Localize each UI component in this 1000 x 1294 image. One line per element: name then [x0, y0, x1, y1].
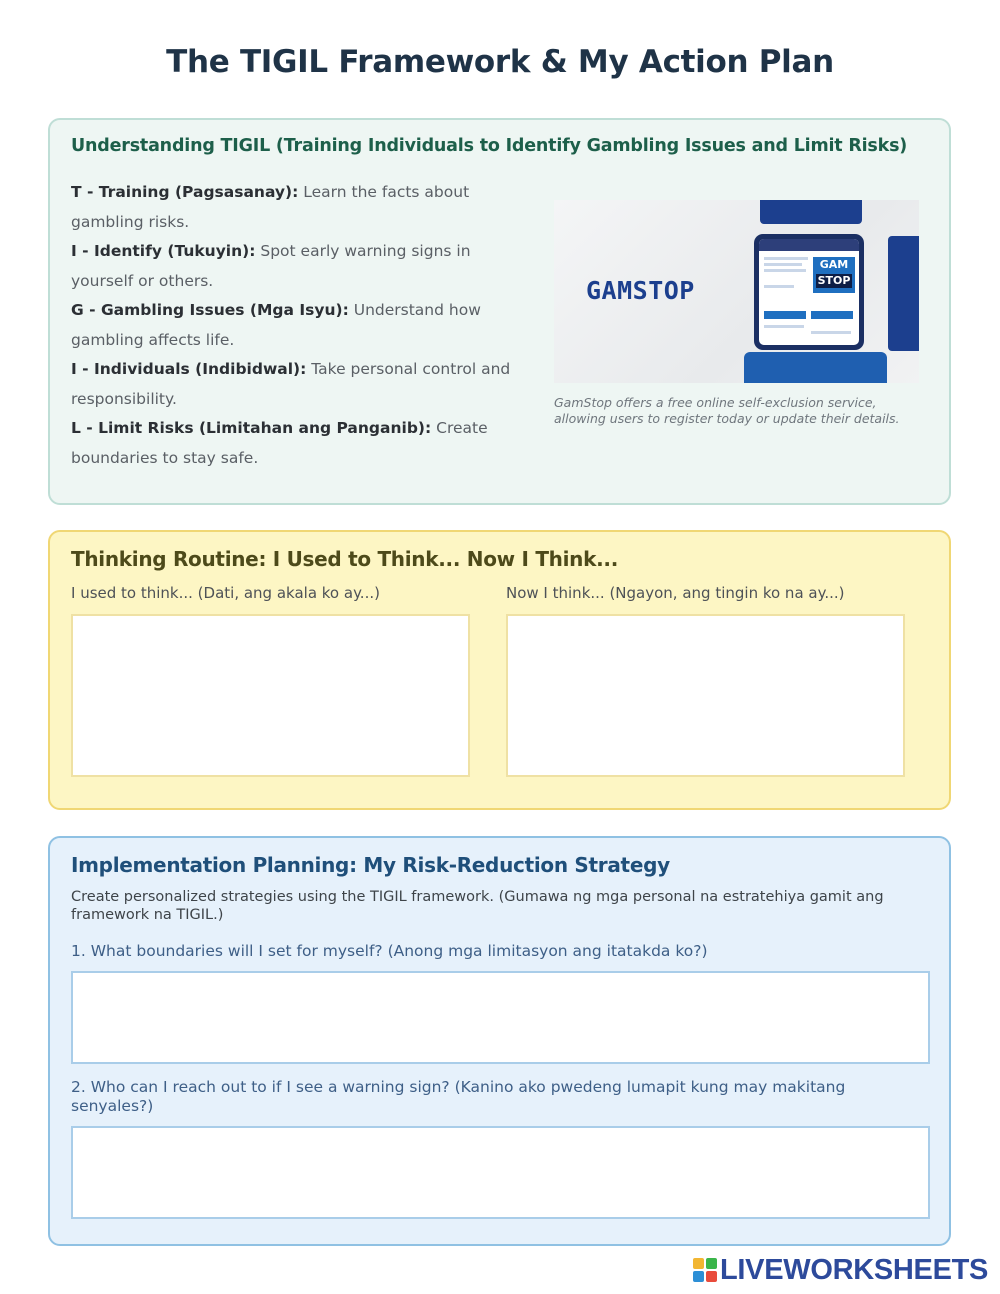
- tigil-term: I - Individuals (Indibidwal):: [71, 360, 307, 378]
- screen-register-button: [764, 311, 806, 319]
- tigil-desc: Learn the facts about gambling risks.: [71, 183, 470, 231]
- phone-mockup: [754, 234, 864, 350]
- tigil-desc: Take personal control and responsibility.: [71, 360, 511, 408]
- tigil-item: [71, 237, 531, 296]
- image-tab-bottom: [744, 352, 887, 383]
- screen-text-line: [764, 325, 804, 328]
- tigil-desc: Spot early warning signs in yourself or others.: [71, 242, 471, 290]
- tigil-heading: Understanding TIGIL (Training Individuals to Identify Gambling Issues and Limit Risks): [71, 136, 908, 156]
- question-2: 2. Who can I reach out to if I see a warning sign? (Kanino ako pwedeng lumapit kung may makitang senyales?): [71, 1078, 846, 1115]
- now-i-think-input[interactable]: [506, 614, 905, 777]
- logo-mark-icon: [693, 1258, 717, 1282]
- tigil-list: [71, 178, 531, 473]
- used-to-think-label: I used to think... (Dati, ang akala ko ay...): [71, 584, 380, 602]
- thinking-card: [48, 530, 951, 810]
- phone-screen: [759, 239, 859, 345]
- logo-square: [706, 1258, 717, 1269]
- tigil-card: [48, 118, 951, 505]
- tigil-item: [71, 178, 531, 237]
- liveworksheets-logo: [693, 1253, 988, 1287]
- tigil-term: I - Identify (Tukuyin):: [71, 242, 256, 260]
- screen-brand-top: GAM: [819, 258, 849, 271]
- tigil-term: T - Training (Pagsasanay):: [71, 183, 299, 201]
- logo-square: [693, 1258, 704, 1269]
- plan-description: Create personalized strategies using the TIGIL framework. (Gumawa ng mga personal na estratehiya gamit ang framework na TIGIL.): [71, 889, 884, 923]
- question-1: 1. What boundaries will I set for myself? (Anong mga limitasyon ang itatakda ko?): [71, 942, 708, 960]
- tigil-desc: Understand how gambling affects life.: [71, 301, 481, 349]
- image-caption: GamStop offers a free online self-exclusion service, allowing users to register today or update their details.: [554, 395, 900, 426]
- screen-brand-bottom: STOP: [817, 274, 851, 287]
- screen-text-line: [764, 263, 802, 266]
- used-to-think-input[interactable]: [71, 614, 470, 777]
- logo-square: [706, 1271, 717, 1282]
- screen-text-line: [764, 257, 808, 260]
- image-tab-top: [760, 200, 862, 224]
- screen-text-line: [764, 269, 806, 272]
- tigil-term: G - Gambling Issues (Mga Isyu):: [71, 301, 349, 319]
- answer-1-input[interactable]: [71, 971, 930, 1064]
- screen-text-line: [811, 331, 851, 334]
- plan-card: [48, 836, 951, 1246]
- tigil-item: [71, 414, 531, 473]
- gamstop-image: [554, 200, 919, 383]
- plan-heading: Implementation Planning: My Risk-Reduction Strategy: [71, 853, 670, 877]
- logo-square: [693, 1271, 704, 1282]
- logo-text: LIVEWORKSHEETS: [720, 1253, 989, 1286]
- screen-update-button: [811, 311, 853, 319]
- page-title: The TIGIL Framework & My Action Plan: [166, 44, 834, 80]
- screen-brand-badge: [813, 257, 855, 293]
- tigil-item: [71, 355, 531, 414]
- screen-text-line: [764, 285, 794, 288]
- image-tab-right: [888, 236, 919, 351]
- gamstop-wordmark: GAMSTOP: [586, 276, 695, 305]
- thinking-heading: Thinking Routine: I Used to Think... Now I Think...: [71, 547, 618, 571]
- tigil-item: [71, 296, 531, 355]
- answer-2-input[interactable]: [71, 1126, 930, 1219]
- screen-nav-bar: [759, 239, 859, 251]
- tigil-term: L - Limit Risks (Limitahan ang Panganib):: [71, 419, 432, 437]
- tigil-desc: Create boundaries to stay safe.: [71, 419, 488, 467]
- now-i-think-label: Now I think... (Ngayon, ang tingin ko na ay...): [506, 584, 845, 602]
